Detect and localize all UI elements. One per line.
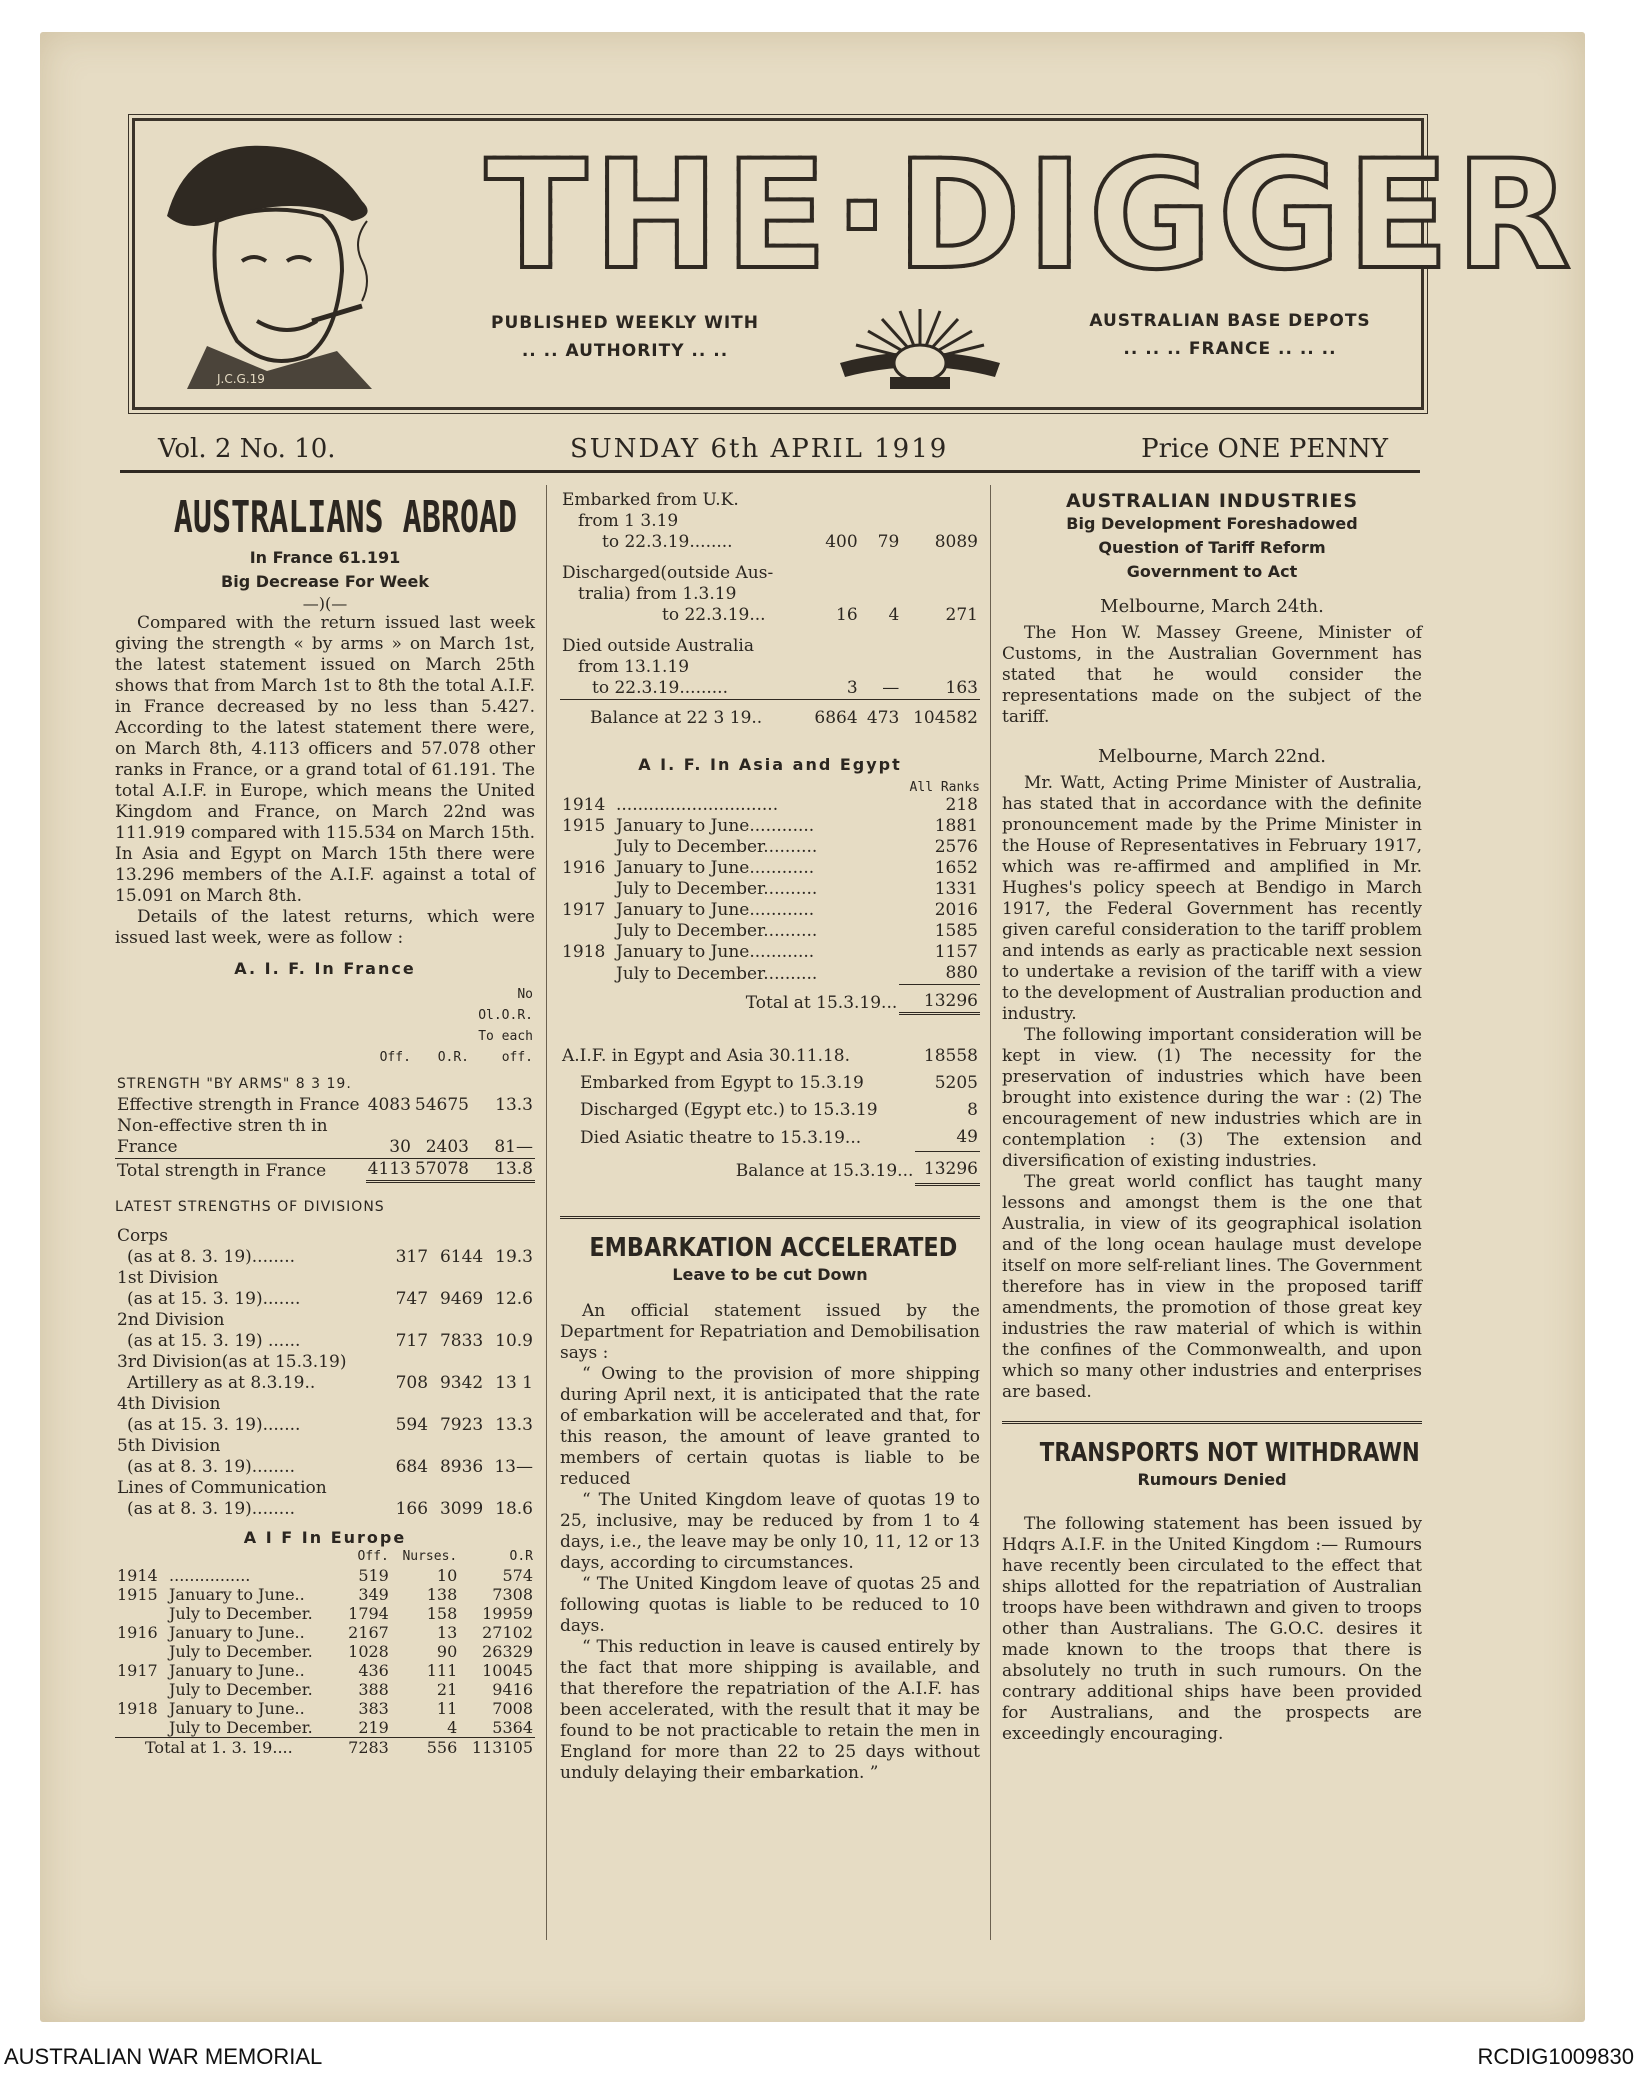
table-row-total — [560, 985, 980, 1014]
division-name: 1st Division — [117, 1268, 219, 1288]
row-label: to 22.3.19......... — [592, 678, 728, 698]
row-label: July to December.......... — [616, 921, 818, 941]
division-date: (as at 15. 3. 19) ...... — [127, 1331, 301, 1351]
table-row — [560, 553, 980, 626]
row-label: from 13.1.19 — [578, 657, 690, 677]
cell: 18558 — [923, 1046, 978, 1066]
newspaper-title: THE·DIGGER — [485, 129, 1577, 303]
row-label: January to June.. — [169, 1585, 305, 1604]
row-label: Non-effective stren th in France — [117, 1116, 328, 1157]
cell: 1157 — [934, 942, 978, 962]
table-row — [560, 879, 980, 900]
row-label: Total at 15.3.19... — [745, 992, 898, 1013]
table-row — [115, 1585, 535, 1604]
row-label: to 22.3.19... — [662, 605, 766, 625]
cell: 111 — [426, 1661, 458, 1680]
row-label: Balance at 22 3 19.. — [560, 700, 806, 730]
row-label: July to December. — [169, 1604, 313, 1623]
year — [115, 1680, 167, 1699]
table-row — [115, 1352, 535, 1394]
cell: 90 — [436, 1642, 458, 1661]
europe-table — [115, 1547, 535, 1757]
year: 1918 — [117, 1699, 158, 1718]
row-label: to 22.3.19........ — [602, 532, 733, 552]
table-row — [115, 1394, 535, 1436]
article-paragraph: An official statement issued by the Department for Repatriation and Demobilisation says : — [560, 1301, 980, 1363]
table-row — [560, 1097, 980, 1124]
year — [560, 837, 614, 858]
cell: 49 — [956, 1127, 978, 1147]
row-label: January to June.. — [169, 1699, 305, 1718]
table-row — [560, 942, 980, 963]
division-name: Lines of Communication — [117, 1478, 327, 1498]
cell: 6864 — [806, 700, 860, 730]
cell: — — [882, 678, 900, 698]
year: 1917 — [562, 900, 606, 920]
cell: 9416 — [492, 1680, 533, 1699]
cell: 1881 — [934, 816, 978, 836]
asia-egypt-table — [560, 795, 980, 1015]
table-row — [560, 816, 980, 837]
col-header: Off. — [357, 1549, 389, 1564]
cell: 21 — [436, 1680, 458, 1699]
table-row — [115, 1226, 535, 1268]
division-date: (as at 8. 3. 19)........ — [127, 1247, 296, 1267]
year: 1915 — [562, 816, 606, 836]
article-paragraph: Compared with the return issued last week giving the strength « by arms » on March 1st, the latest statement issued on March 25th shows that from March 1st to 8th the total A.I.F. in France decreased by no less than 5.427. According to the latest statement there were, on March 8th, 4.113 officers and 57.078 other ranks in France, or a grand total of 61.191. The total A.I.F. in Europe, which means the United Kingdom and France, on March 22nd was 111.919 compared with 115.534 on March 15th. In Asia and Egypt on March 15th there were 13.296 members of the A.I.F. against a total of 15.091 on March 8th. — [115, 613, 535, 906]
tagline-line-1: PUBLISHED WEEKLY WITH — [491, 313, 759, 333]
division-name: 4th Division — [117, 1394, 221, 1414]
table-title: A I F In Europe — [243, 1528, 407, 1547]
subhead: Big Decrease For Week — [221, 572, 429, 591]
uk-movements-table — [560, 490, 980, 729]
issue-date: SUNDAY 6th APRIL 1919 — [570, 434, 949, 464]
cell: 8 — [967, 1100, 978, 1120]
row-label: Total at 1. 3. 19.... — [115, 1738, 339, 1758]
cell: 717 — [395, 1331, 429, 1351]
article-paragraph: “ Owing to the provision of more shipping during April next, it is anticipated that the rate of embarkation will be accelerated and that, for this reason, the amount of leave granted to members of certain quotas is liable to be reduced — [560, 1364, 980, 1489]
row-label: January to June.. — [169, 1661, 305, 1680]
row-label: Died outside Australia — [562, 636, 754, 656]
article-paragraph: Details of the latest returns, which were issued last week, were as follow : — [115, 907, 535, 948]
cell: 57078 — [413, 1159, 471, 1182]
col-header: Off. — [379, 1050, 411, 1065]
egypt-balance-table — [560, 1043, 980, 1186]
table-row — [560, 490, 980, 553]
col-header: Nurses. — [402, 1549, 458, 1564]
table-row — [115, 1095, 535, 1116]
year: 1914 — [562, 795, 606, 815]
row-label: Effective strength in France — [117, 1095, 360, 1115]
row-label: ................ — [169, 1566, 251, 1585]
table-row — [560, 1043, 980, 1070]
table-row-total — [560, 1152, 980, 1185]
column-1 — [115, 490, 535, 1757]
cell: 2167 — [348, 1623, 389, 1642]
year — [560, 879, 614, 900]
col-header: No Ol.O.R. To each off. — [478, 987, 533, 1065]
division-name: 2nd Division — [117, 1310, 225, 1330]
cell: 317 — [395, 1247, 429, 1267]
cell: 400 — [825, 532, 858, 552]
cell: 594 — [395, 1415, 429, 1435]
cell: 163 — [945, 678, 978, 698]
headline-transports: TRANSPORTS NOT WITHDRAWN — [1039, 1438, 1420, 1468]
cell: 1794 — [348, 1604, 389, 1623]
col-header: O.R — [509, 1549, 533, 1564]
article-paragraph: “ This reduction in leave is caused entirely by the fact that more shipping is available, and that therefore the repatriation of the A.I.F. has been accelerated, with the result that it may be found to be not practicable to retain the men in England for more than 22 to 25 days without unduly delaying their embarkation. ” — [560, 1637, 980, 1783]
article-paragraph: “ The United Kingdom leave of quotas 25 and following quotas is liable to be reduced to 10 days. — [560, 1574, 980, 1636]
year — [560, 921, 614, 942]
cell: 104582 — [901, 700, 980, 730]
division-name: Corps — [117, 1226, 168, 1246]
cell: 349 — [358, 1585, 389, 1604]
cell: 13.3 — [495, 1095, 533, 1115]
cell: 271 — [945, 605, 978, 625]
cell: 81— — [494, 1137, 533, 1157]
cell: 9342 — [439, 1373, 484, 1393]
year: 1918 — [562, 942, 606, 962]
table-title: A. I. F. In France — [234, 959, 416, 978]
cell: 9469 — [439, 1289, 484, 1309]
cell: 8089 — [934, 532, 978, 552]
division-date: (as at 8. 3. 19)........ — [127, 1499, 296, 1519]
table-row — [115, 1566, 535, 1585]
cell: 158 — [426, 1604, 458, 1623]
subhead: Question of Tariff Reform — [1098, 538, 1326, 557]
row-label: January to June............ — [616, 900, 815, 920]
volume-number: Vol. 2 No. 10. — [158, 434, 336, 464]
table-row — [115, 1478, 535, 1520]
cell: 473 — [860, 700, 902, 730]
row-label: January to June............ — [616, 942, 815, 962]
row-label: July to December.......... — [616, 879, 818, 899]
cell: 2016 — [934, 900, 978, 920]
cell: 8936 — [439, 1457, 484, 1477]
table-row — [560, 795, 980, 816]
cell: 4 — [888, 605, 900, 625]
cell: 4 — [447, 1718, 458, 1737]
cell: 12.6 — [495, 1289, 533, 1309]
masthead — [132, 118, 1577, 410]
cell: 3 — [846, 678, 858, 698]
table-row — [560, 858, 980, 879]
cell: 27102 — [482, 1623, 533, 1642]
row-label: July to December. — [169, 1718, 313, 1737]
cell: 13 1 — [495, 1373, 533, 1393]
cell: 113105 — [459, 1738, 535, 1758]
year: 1915 — [117, 1585, 158, 1604]
cell: 1652 — [934, 858, 978, 878]
table-row — [115, 1642, 535, 1661]
row-label: Total strength in France — [115, 1159, 366, 1182]
year — [115, 1604, 167, 1623]
table-row — [560, 963, 980, 985]
cell: 2403 — [425, 1137, 469, 1157]
cell: 10 — [436, 1566, 458, 1585]
article-paragraph: The great world conflict has taught many lessons and amongst them is the one that Australia, in view of its geographical isolation and of the long ocean haulage must develope itself on more self-reliant lines. The Government therefore has in view in the proposed tariff amendments, the promotion of those great key industries the raw material of which is within the confines of the Commonwealth, and upon which so many other industries and enterprises are based. — [1002, 1172, 1422, 1402]
year — [115, 1718, 167, 1738]
tagline-line-1: AUSTRALIAN BASE DEPOTS — [1089, 311, 1371, 331]
table-row-total — [115, 1738, 535, 1758]
table-row — [560, 900, 980, 921]
cell: 10.9 — [495, 1331, 533, 1351]
dateline: Melbourne, March 24th. — [1100, 596, 1324, 617]
year: 1914 — [117, 1566, 158, 1585]
row-label: January to June............ — [616, 858, 815, 878]
article-paragraph: The Hon W. Massey Greene, Minister of Customs, in the Australian Government has stated that he would consider the representations made on the subject of the tariff. — [1002, 623, 1422, 727]
row-label: January to June............ — [616, 816, 815, 836]
division-name: 5th Division — [117, 1436, 221, 1456]
article-paragraph: Mr. Watt, Acting Prime Minister of Australia, has stated that in accordance with the definite pronouncement made by the Prime Minister in the House of Representatives in February 1917, which was re-affirmed and amplified in Mr. Hughes's policy speech at Bendigo in March 1917, the Federal Government has recently given careful consideration to the tariff problem and intends as early as practicable next session to undertake a revision of the tariff with a view to the development of Australian production and industry. — [1002, 773, 1422, 1024]
table-row — [560, 626, 980, 700]
division-date: (as at 8. 3. 19)........ — [127, 1457, 296, 1477]
row-label: July to December. — [169, 1680, 313, 1699]
divider — [560, 1216, 980, 1219]
cell: 11 — [436, 1699, 458, 1718]
table-row — [560, 837, 980, 858]
cell: 4083 — [367, 1095, 411, 1115]
table-row-total — [560, 700, 980, 730]
cell: 219 — [358, 1718, 389, 1737]
digger-illustration — [147, 121, 387, 389]
subhead: Rumours Denied — [1137, 1470, 1287, 1489]
row-label: Balance at 15.3.19... — [735, 1160, 914, 1181]
column-2 — [560, 490, 980, 1784]
ornament: —)(— — [302, 594, 348, 613]
row-label: A.I.F. in Egypt and Asia 30.11.18. — [562, 1046, 851, 1066]
row-label: July to December. — [169, 1642, 313, 1661]
column-rule — [990, 485, 991, 1940]
division-date: Artillery as at 8.3.19.. — [127, 1373, 316, 1393]
subhead: Leave to be cut Down — [672, 1265, 868, 1284]
table-row — [115, 1623, 535, 1642]
table-row — [115, 1310, 535, 1352]
archive-id: RCDIG1009830 — [1477, 2044, 1634, 2069]
headline-embarkation: EMBARKATION ACCELERATED — [589, 1233, 958, 1263]
table-row — [115, 1268, 535, 1310]
year — [560, 963, 614, 985]
cell: 7833 — [439, 1331, 484, 1351]
table-row — [560, 1070, 980, 1097]
cell: 3099 — [439, 1499, 484, 1519]
row-label: tralia) from 1.3.19 — [578, 584, 737, 604]
masthead-right-tagline — [1065, 307, 1395, 363]
row-label: Died Asiatic theatre to 15.3.19... — [580, 1127, 862, 1148]
article-paragraph: “ The United Kingdom leave of quotas 19 to 25, inclusive, may be reduced by from 1 to 4 days, i.e., the leave may be only 10, 11, 12 or 13 days, according to circumstances. — [560, 1490, 980, 1573]
headline-australians-abroad: AUSTRALIANS ABROAD — [173, 492, 518, 543]
cell: 2576 — [934, 837, 978, 857]
masthead-left-tagline — [475, 309, 775, 365]
france-strength-table — [115, 984, 535, 1226]
tagline-line-2: .. .. AUTHORITY .. .. — [521, 341, 729, 361]
archive-credit: AUSTRALIAN WAR MEMORIAL — [4, 2044, 323, 2069]
cell: 18.6 — [495, 1499, 533, 1519]
table-row — [115, 1436, 535, 1478]
divisions-label: LATEST STRENGTHS OF DIVISIONS — [115, 1199, 385, 1215]
issue-price: Price ONE PENNY — [1141, 434, 1388, 464]
subhead: In France 61.191 — [249, 548, 401, 567]
cell: 388 — [358, 1680, 389, 1699]
cell: 574 — [502, 1566, 533, 1585]
table-row-total — [115, 1159, 535, 1182]
cell: 7308 — [492, 1585, 533, 1604]
col-header: O.R. — [437, 1050, 469, 1065]
divider — [1002, 1421, 1422, 1424]
cell: 519 — [358, 1566, 389, 1585]
row-label: .............................. — [616, 795, 779, 815]
table-row — [560, 921, 980, 942]
year: 1916 — [117, 1623, 158, 1642]
row-label: Discharged(outside Aus- — [562, 563, 774, 583]
cell: 218 — [945, 795, 978, 815]
cell: 7923 — [439, 1415, 484, 1435]
svg-text:J.C.G.19: J.C.G.19 — [217, 372, 265, 386]
row-label: Embarked from U.K. — [562, 490, 739, 510]
cell: 7008 — [492, 1699, 533, 1718]
article-paragraph: The following statement has been issued by Hdqrs A.I.F. in the United Kingdom :— Rumours have recently been circulated to the effect that ships allotted for the repatriation of Australian troops have been withdrawn and given to troops other than Australians. The G.O.C. desires it made known to the troops that there is absolutely no truth in such rumours. On the contrary additional ships have been provided for Australians, and the prospects are exceedingly encouraging. — [1002, 1514, 1422, 1744]
divisions-table — [115, 1226, 535, 1520]
cell: 1585 — [934, 921, 978, 941]
cell: 383 — [358, 1699, 389, 1718]
table-row — [115, 1661, 535, 1680]
cell: 5205 — [934, 1073, 978, 1093]
cell: 436 — [358, 1661, 389, 1680]
cell: 13296 — [915, 1152, 980, 1185]
dateline: Melbourne, March 22nd. — [1098, 746, 1326, 767]
strength-label: STRENGTH "BY ARMS" 8 3 19. — [117, 1076, 352, 1092]
issue-line — [120, 430, 1420, 473]
cell: 79 — [877, 532, 900, 552]
table-title: A I. F. In Asia and Egypt — [638, 755, 902, 774]
year: 1917 — [117, 1661, 158, 1680]
table-row — [115, 1680, 535, 1699]
row-label: January to June.. — [169, 1623, 305, 1642]
cell: 7283 — [339, 1738, 391, 1758]
table-row — [560, 1124, 980, 1152]
cell: 16 — [836, 605, 858, 625]
cell: 10045 — [482, 1661, 533, 1680]
rising-sun-badge-icon — [830, 301, 1010, 391]
cell: 747 — [395, 1289, 429, 1309]
cell: 708 — [395, 1373, 429, 1393]
cell: 1331 — [934, 879, 978, 899]
cell: 30 — [389, 1137, 411, 1157]
cell: 13.3 — [495, 1415, 533, 1435]
cell: 26329 — [482, 1642, 533, 1661]
row-label: July to December.......... — [616, 963, 818, 984]
subhead: Government to Act — [1126, 562, 1298, 581]
cell: 166 — [395, 1499, 429, 1519]
headline-australian-industries: AUSTRALIAN INDUSTRIES — [1065, 490, 1359, 512]
tagline-line-2: .. .. .. FRANCE .. .. .. — [1123, 339, 1337, 359]
cell: 138 — [426, 1585, 458, 1604]
table-row — [115, 1718, 535, 1738]
column-rule — [546, 485, 547, 1940]
table-row — [115, 1699, 535, 1718]
row-label: Discharged (Egypt etc.) to 15.3.19 — [580, 1100, 878, 1120]
subhead: Big Development Foreshadowed — [1066, 514, 1358, 533]
cell: 13— — [494, 1457, 533, 1477]
cell: 13.8 — [471, 1159, 535, 1182]
cell: 54675 — [414, 1095, 469, 1115]
cell: 19.3 — [495, 1247, 533, 1267]
cell: 1028 — [348, 1642, 389, 1661]
division-date: (as at 15. 3. 19)....... — [127, 1289, 301, 1309]
cell: 19959 — [482, 1604, 533, 1623]
row-label: Embarked from Egypt to 15.3.19 — [580, 1073, 864, 1093]
year: 1916 — [562, 858, 606, 878]
col-header: All Ranks — [909, 780, 980, 795]
cell: 4113 — [366, 1159, 413, 1182]
table-row — [115, 1604, 535, 1623]
cell: 13296 — [899, 985, 980, 1014]
cell: 5364 — [492, 1718, 533, 1737]
division-name: 3rd Division(as at 15.3.19) — [117, 1352, 347, 1372]
column-3 — [1002, 490, 1422, 1745]
table-row — [115, 1116, 535, 1159]
cell: 13 — [436, 1623, 458, 1642]
cell: 556 — [391, 1738, 459, 1758]
division-date: (as at 15. 3. 19)....... — [127, 1415, 301, 1435]
row-label: July to December.......... — [616, 837, 818, 857]
row-label: from 1 3.19 — [578, 511, 679, 531]
year — [115, 1642, 167, 1661]
article-paragraph: The following important consideration will be kept in view. (1) The necessity for the preservation of industries which have been brought into existence during the war : (2) The encouragement of new industries which are in contemplation : (3) The extension and diversification of existing industries. — [1002, 1025, 1422, 1171]
cell: 880 — [945, 963, 978, 983]
cell: 684 — [395, 1457, 429, 1477]
cell: 6144 — [439, 1247, 484, 1267]
